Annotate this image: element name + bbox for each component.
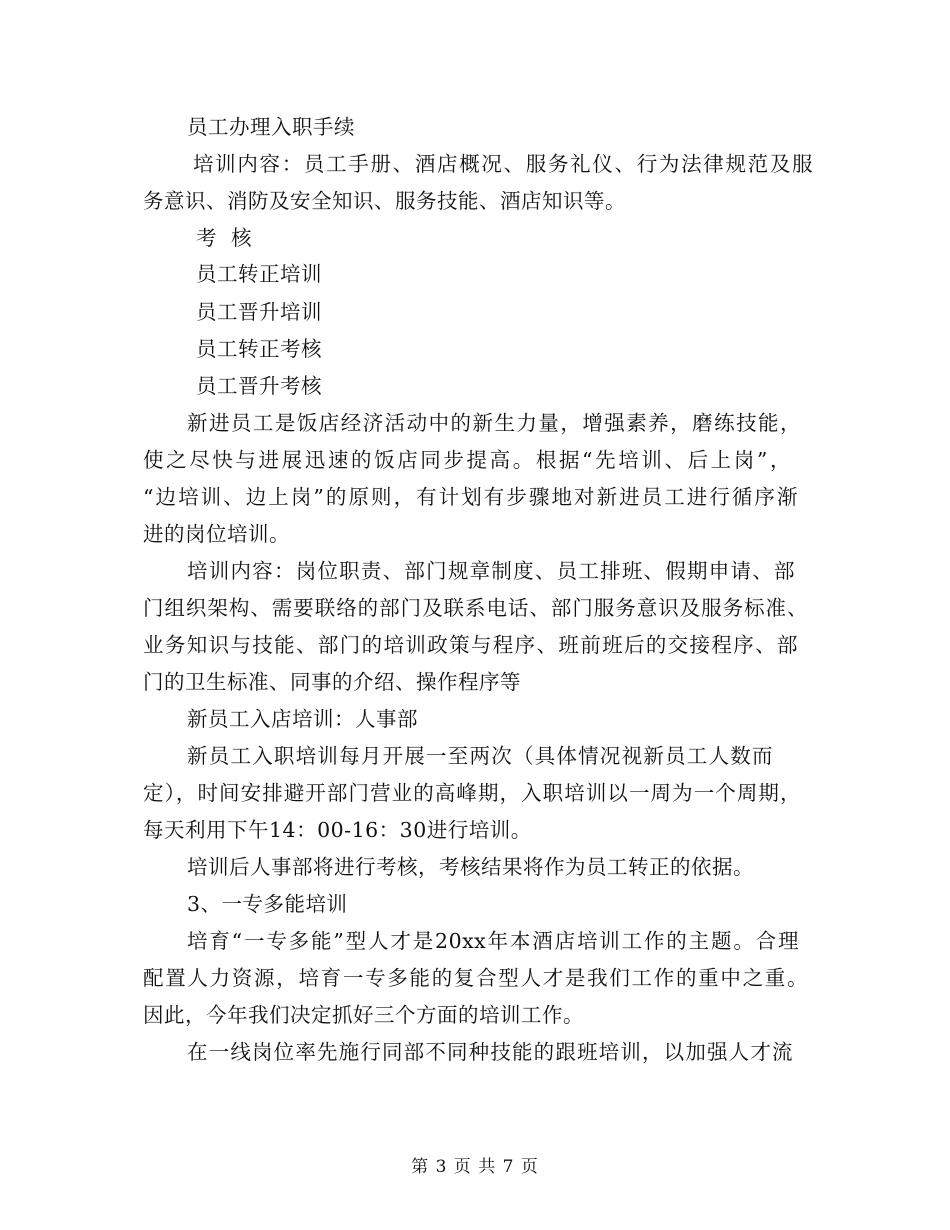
- paragraph-line: 进的岗位培训。: [143, 522, 290, 546]
- paragraph-line: 新进员工是饭店经济活动中的新生力量，增强素养，磨练技能，: [187, 411, 801, 435]
- section-heading: 3、一专多能培训: [187, 892, 348, 916]
- paragraph-line: 培训后人事部将进行考核，考核结果将作为员工转正的依据。: [187, 855, 754, 879]
- paragraph-line: 业务知识与技能、部门的培训政策与程序、班前班后的交接程序、部: [143, 633, 798, 657]
- list-item: 员工转正培训: [196, 262, 322, 286]
- paragraph-line: 每天利用下午14：00-16：30进行培训。: [143, 818, 532, 842]
- paragraph-line: 门组织架构、需要联络的部门及联系电话、部门服务意识及服务标准、: [143, 596, 808, 620]
- paragraph-line: 务意识、消防及安全知识、服务技能、酒店知识等。: [143, 189, 626, 213]
- paragraph-line: “边培训、边上岗”的原则，有计划有步骤地对新进员工进行循序渐: [143, 485, 798, 509]
- paragraph-line: 定），时间安排避开部门营业的高峰期，入职培训以一周为一个周期，: [143, 781, 801, 805]
- paragraph-line: 培训内容：员工手册、酒店概况、服务礼仪、行为法律规范及服: [193, 152, 813, 176]
- paragraph-line: 培育“一专多能”型人才是20xx年本酒店培训工作的主题。合理: [187, 929, 799, 953]
- paragraph-line: 在一线岗位率先施行同部不同种技能的跟班培训，以加强人才流: [187, 1040, 793, 1064]
- paragraph-line: 因此，今年我们决定抓好三个方面的培训工作。: [143, 1003, 584, 1027]
- paragraph-line: 使之尽快与进展迅速的饭店同步提高。根据“先培训、后上岗”，: [143, 448, 791, 472]
- paragraph-line: 新员工入职培训每月开展一至两次（具体情况视新员工人数而: [187, 744, 773, 768]
- section-heading: 考 核: [196, 226, 253, 250]
- page-number-footer: 第 3 页 共 7 页: [411, 1157, 539, 1177]
- paragraph-line: 新员工入店培训：人事部: [187, 707, 418, 731]
- paragraph-line: 门的卫生标准、同事的介绍、操作程序等: [143, 670, 521, 694]
- paragraph-line: 培训内容：岗位职责、部门规章制度、员工排班、假期申请、部: [187, 559, 795, 583]
- paragraph-line: 配置人力资源，培育一专多能的复合型人才是我们工作的重中之重。: [143, 966, 808, 990]
- paragraph-line: 员工办理入职手续: [187, 115, 355, 139]
- list-item: 员工转正考核: [196, 337, 322, 361]
- list-item: 员工晋升培训: [196, 300, 322, 324]
- list-item: 员工晋升考核: [196, 374, 322, 398]
